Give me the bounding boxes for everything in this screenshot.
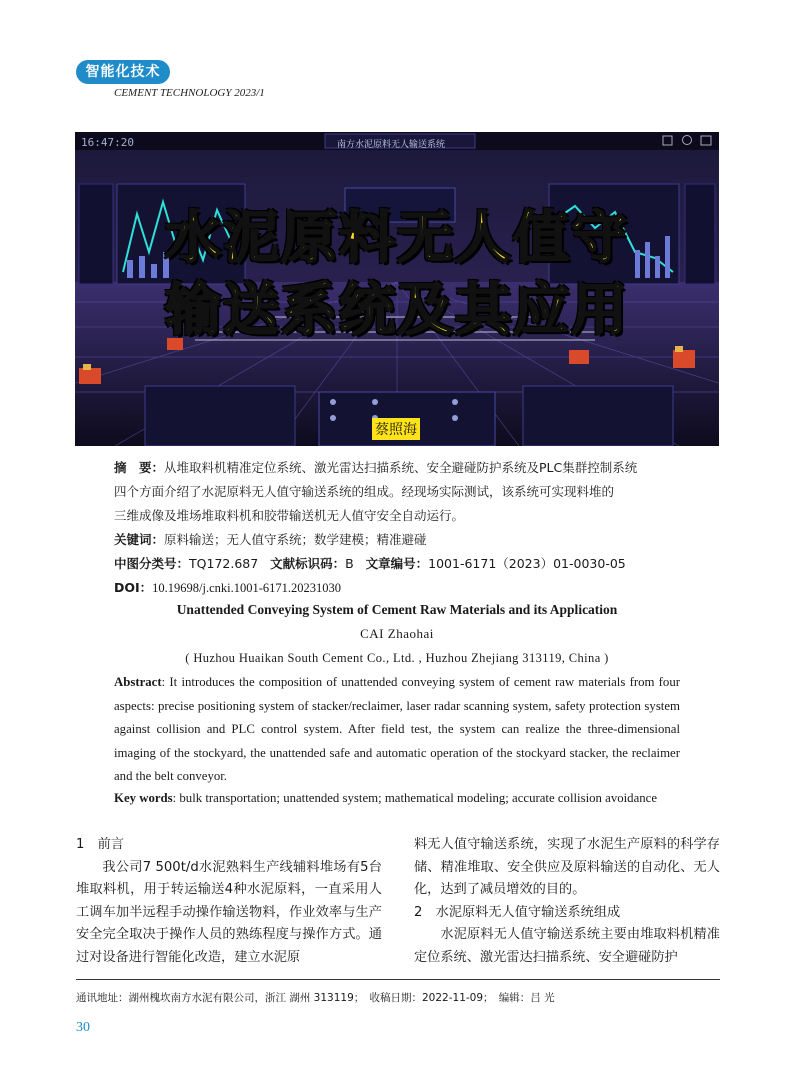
section-1-continued: 料无人值守输送系统，实现了水泥生产原料的科学存储、精准堆取、安全供应及原料输送的自动化、无人化，达到了减员增效的目的。 [414, 837, 720, 898]
english-title: Unattended Conveying System of Cement Raw Materials and its Application [176, 602, 618, 617]
english-abstract-label: Abstract [114, 675, 162, 689]
doi-value: 10.19698/j.cnki.1001-6171.20231030 [152, 581, 342, 595]
english-abstract-text: : It introduces the composition of unattended conveying system of cement raw materials from four aspects: precise positioning system of stacker/reclaimer, laser radar scanning system, safety protection system against collision and PLC control system. After field test, the system can realize the three-dimensional imaging of the stockyard, the unattended safe and automatic operation of the stockyard stacker, the reclaimer and the belt conveyor. [114, 675, 680, 784]
dashboard-clock: 16:47:20 [81, 136, 134, 149]
abstract-cn-line-2: 四个方面介绍了水泥原料无人值守输送系统的组成。经现场实际测试，该系统可实现料堆的 [114, 484, 615, 499]
body-column-left [76, 834, 382, 970]
dashboard-title: 南方水泥原料无人输送系统 [337, 140, 446, 150]
body-column-right [414, 834, 720, 970]
journal-header: CEMENT TECHNOLOGY 2023/1 [114, 87, 265, 99]
section-1-heading: 1 前言 [76, 837, 124, 852]
english-keywords [114, 787, 680, 811]
english-abstract [114, 671, 680, 789]
keywords-cn-text: 原料输送；无人值守系统；数学建模；精准避碰 [164, 532, 427, 547]
english-keywords-label: Key words [114, 791, 173, 805]
abstract-cn-line-3: 三维成像及堆场堆取料机和胶带输送机无人值守安全自动运行。 [114, 508, 465, 523]
clc-value: TQ172.687 [189, 556, 259, 571]
doi-label: DOI： [114, 580, 153, 595]
abstract-cn-line-1 [114, 458, 637, 478]
hero-image [75, 132, 719, 446]
footnote: 通讯地址：湖州槐坎南方水泥有限公司，浙江 湖州 313119； 收稿日期：2022-11-09； 编辑：吕 光 [76, 992, 555, 1004]
doc-code-label: 文献标识码： [270, 556, 346, 571]
clc-label: 中图分类号： [114, 556, 190, 571]
section-2-heading: 2 水泥原料无人值守输送系统组成 [414, 904, 621, 920]
english-author: CAI Zhaohai [360, 626, 434, 641]
doi-line [114, 578, 341, 598]
footnote-rule [76, 979, 720, 980]
abstract-cn-text-1: 从堆取料机精准定位系统、激光雷达扫描系统、安全避碰防护系统及PLC集群控制系统 [164, 460, 638, 475]
section-1-paragraph: 我公司7 500t/d水泥熟料生产线辅料堆场有5台堆取料机，用于转运输送4种水泥原料，一直采用人工调车加半远程手动操作输送物料，作业效率与生产安全完全取决于操作人员的熟练程度与操作方式。通过对设备进行智能化改造，建立水泥原 [76, 859, 382, 965]
english-affiliation: ( Huzhou Huaikan South Cement Co., Ltd. , Huzhou Zhejiang 313119, China ) [185, 651, 609, 665]
english-keywords-text: : bulk transportation; unattended system; mathematical modeling; accurate collision avoidance [172, 791, 658, 805]
page-number: 30 [76, 1020, 90, 1035]
keywords-cn-label: 关键词： [114, 532, 165, 547]
article-no-label: 文章编号： [365, 556, 429, 571]
section-tag: 智能化技术 [76, 60, 170, 84]
classification-line [114, 554, 626, 574]
abstract-cn-label: 摘 要： [114, 460, 165, 475]
doc-code-value: B [345, 556, 354, 571]
keywords-cn [114, 530, 427, 550]
article-title-line-1: 水泥原料无人值守 [165, 206, 629, 271]
article-title-line-2: 输送系统及其应用 [165, 278, 629, 343]
section-2-paragraph: 水泥原料无人值守输送系统主要由堆取料机精准定位系统、激光雷达扫描系统、安全避碰防护 [414, 927, 720, 965]
author-chinese: 蔡照海 [372, 418, 420, 440]
article-no-value: 1001-6171（2023）01-0030-05 [428, 556, 626, 571]
